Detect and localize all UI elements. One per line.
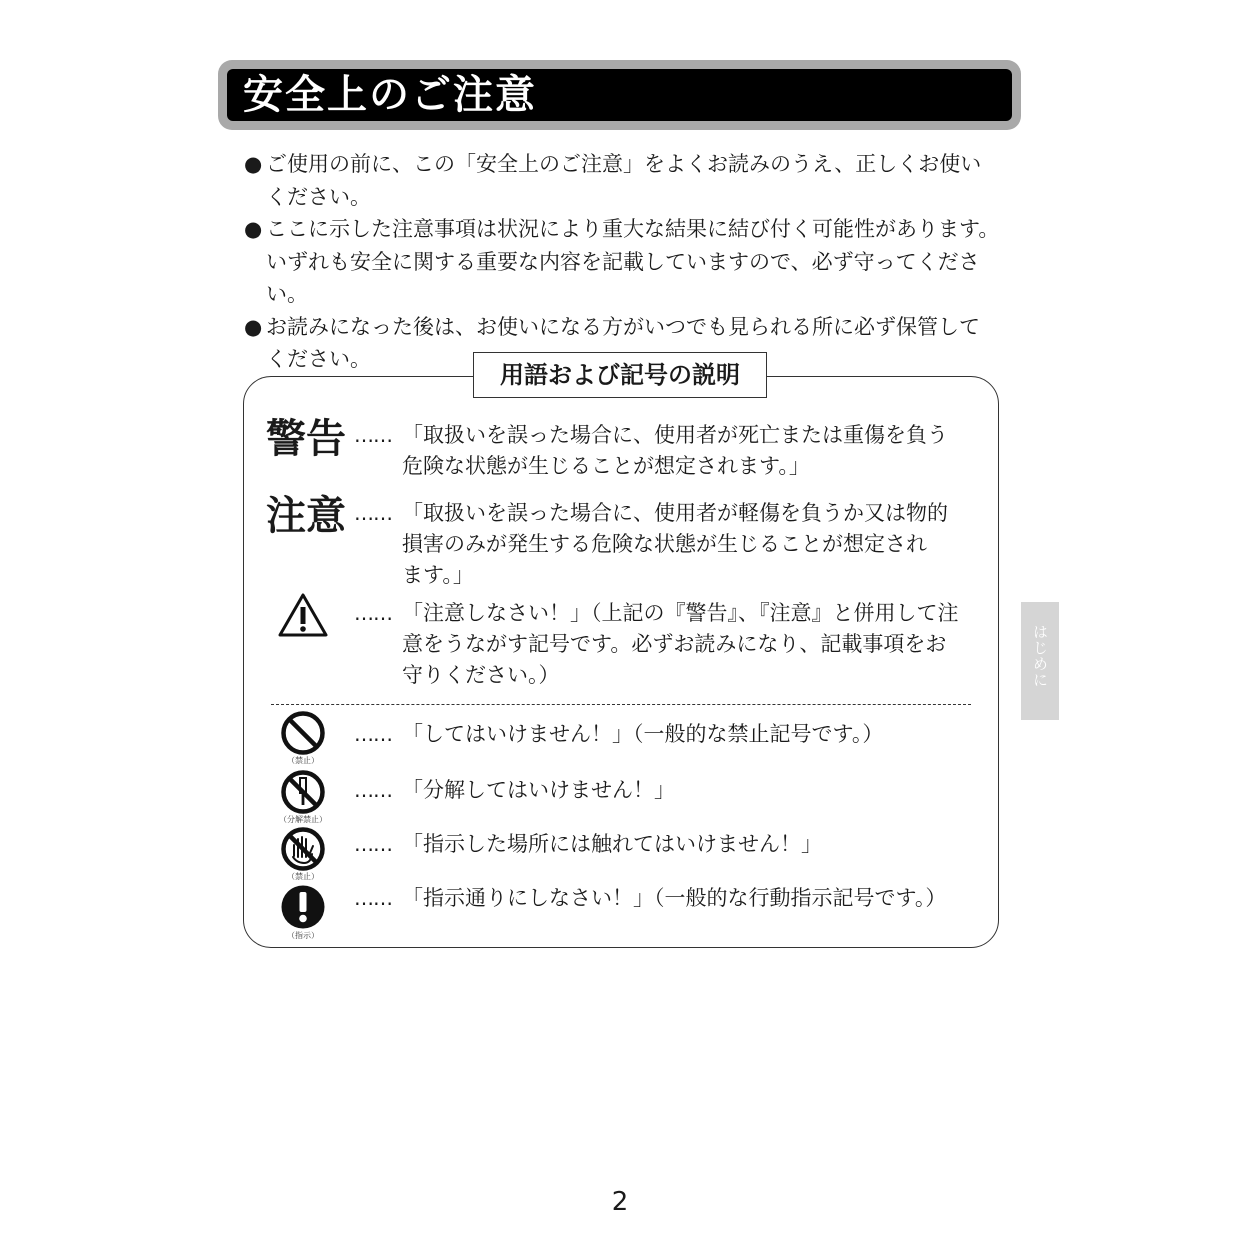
warning-label: 警告 bbox=[266, 416, 346, 462]
description-line: 損害のみが発生する危険な状態が生じることが想定され bbox=[402, 532, 927, 556]
description-line: 「取扱いを誤った場合に、使用者が軽傷を負うか又は物的 bbox=[402, 501, 948, 525]
leader-dots: …… bbox=[354, 886, 392, 910]
page-title: 安全上のご注意 bbox=[243, 72, 537, 118]
leader-dots: …… bbox=[354, 423, 392, 447]
page-title-bar bbox=[218, 60, 1021, 130]
intro-bullet-line: いずれも安全に関する重要な内容を記載していますので、必ず守ってください。 bbox=[266, 249, 980, 306]
page-number: 2 bbox=[611, 1187, 629, 1217]
section-side-tab-label: はじめに bbox=[1031, 624, 1049, 688]
intro-bullet-line: ください。 bbox=[266, 184, 371, 209]
no-disassembly-icon bbox=[280, 769, 326, 815]
intro-bullet-line: お読みになった後は、お使いになる方がいつでも見られる所に必ず保管して bbox=[266, 314, 980, 339]
bullet-dot-icon: ● bbox=[244, 217, 263, 241]
intro-notes bbox=[244, 148, 1014, 376]
caution-description bbox=[402, 498, 980, 591]
symbol-caption: （禁止） bbox=[287, 872, 319, 881]
description-line: 意をうながす記号です。必ずお読みになり、記載事項をお bbox=[402, 632, 947, 656]
section-side-tab bbox=[1021, 602, 1059, 720]
description-line: 「取扱いを誤った場合に、使用者が死亡または重傷を負う bbox=[402, 423, 948, 447]
leader-dots: …… bbox=[354, 601, 392, 625]
mandatory-action-description: 「指示通りにしなさい！」（一般的な行動指示記号です。） bbox=[402, 886, 947, 910]
intro-bullet-line: ご使用の前に、この「安全上のご注意」をよくお読みのうえ、正しくお使い bbox=[266, 152, 982, 176]
symbol-caption: （指示） bbox=[287, 931, 319, 940]
mandatory-action-icon bbox=[280, 884, 326, 930]
prohibited-description: 「してはいけません！」（一般的な禁止記号です。） bbox=[402, 722, 884, 746]
leader-dots: …… bbox=[354, 832, 392, 856]
description-line: 危険な状態が生じることが想定されます。」 bbox=[402, 454, 810, 478]
warning-description bbox=[402, 420, 980, 482]
do-not-touch-description: 「指示した場所には触れてはいけません！」 bbox=[402, 832, 822, 856]
leader-dots: …… bbox=[354, 501, 392, 525]
intro-bullet-line: ください。 bbox=[266, 347, 371, 371]
no-disassembly-description: 「分解してはいけません！」 bbox=[402, 778, 675, 802]
do-not-touch-icon bbox=[280, 826, 326, 872]
page-title-inner bbox=[227, 69, 1012, 121]
description-line: ます。」 bbox=[402, 563, 474, 587]
prohibited-icon bbox=[280, 710, 326, 756]
bullet-dot-icon: ● bbox=[244, 314, 263, 339]
caution-label: 注意 bbox=[266, 493, 346, 539]
symbol-caption: （分解禁止） bbox=[279, 815, 327, 824]
description-line: 「注意しなさい！」（上記の『警告』、『注意』と併用して注 bbox=[402, 601, 959, 625]
intro-bullet bbox=[244, 213, 1014, 311]
legend-title: 用語および記号の説明 bbox=[473, 352, 767, 398]
symbol-caption: （禁止） bbox=[287, 756, 319, 765]
intro-bullet bbox=[244, 148, 1014, 213]
description-line: 守りください。） bbox=[402, 663, 560, 687]
alert-description bbox=[402, 598, 980, 691]
warning-triangle-icon bbox=[277, 592, 329, 638]
dashed-divider bbox=[271, 704, 971, 705]
leader-dots: …… bbox=[354, 778, 392, 802]
bullet-dot-icon: ● bbox=[244, 152, 263, 176]
intro-bullet-line: ここに示した注意事項は状況により重大な結果に結び付く可能性があります。 bbox=[266, 217, 1000, 241]
leader-dots: …… bbox=[354, 722, 392, 746]
